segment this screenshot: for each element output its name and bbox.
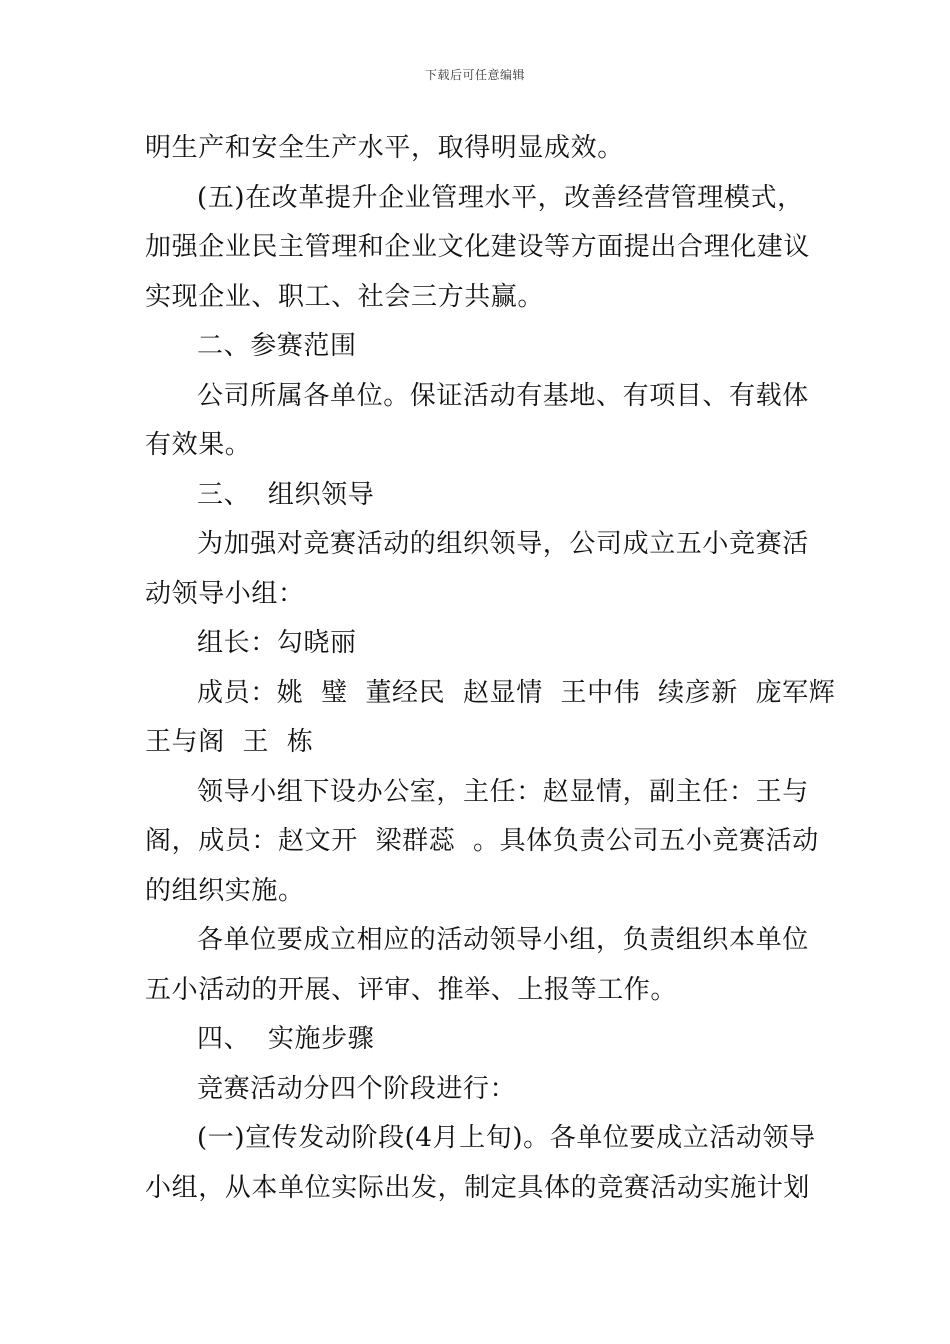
text-line: (一)宣传发动阶段(4月上旬)。各单位要成立活动领导 xyxy=(197,1123,816,1153)
text-line: 王与阁 王 栋 xyxy=(145,727,314,757)
header-note: 下载后可任意编辑 xyxy=(424,68,525,82)
text-line: 公司所属各单位。保证活动有基地、有项目、有载体 xyxy=(197,380,809,411)
text-line: 小组，从本单位实际出发，制定具体的竞赛活动实施计划 xyxy=(145,1172,811,1203)
text-line: 二、参赛范围 xyxy=(197,331,357,361)
text-line: 成员：姚 璧 董经民 赵显情 王中伟 续彦新 庞军辉 xyxy=(197,677,836,708)
text-line: 为加强对竞赛活动的组织领导，公司成立五小竞赛活 xyxy=(197,529,809,559)
text-line: 组长：勾晓丽 xyxy=(197,628,357,658)
text-line: 五小活动的开展、评审、推举、上报等工作。 xyxy=(145,974,678,1005)
text-line: 阁，成员：赵文开 梁群蕊 。具体负责公司五小竞赛活动 xyxy=(145,826,819,856)
text-line: 实现企业、职工、社会三方共赢。 xyxy=(145,281,545,312)
text-line: 加强企业民主管理和企业文化建设等方面提出合理化建议 xyxy=(145,232,811,262)
text-line: 动领导小组： xyxy=(145,578,305,609)
text-line: 各单位要成立相应的活动领导小组，负责组织本单位 xyxy=(197,925,809,955)
text-line: 有效果。 xyxy=(145,430,252,460)
text-line: 明生产和安全生产水平，取得明显成效。 xyxy=(145,133,624,163)
text-line: 竞赛活动分四个阶段进行： xyxy=(197,1073,517,1104)
document-body xyxy=(145,124,836,1213)
text-line: 三、 组织领导 xyxy=(197,479,375,510)
text-line: 的组织实施。 xyxy=(145,875,305,906)
text-line: 领导小组下设办公室，主任：赵显情，副主任：王与 xyxy=(197,776,809,807)
text-line: 四、 实施步骤 xyxy=(197,1024,375,1054)
text-line: (五)在改革提升企业管理水平，改善经营管理模式， xyxy=(197,182,804,213)
